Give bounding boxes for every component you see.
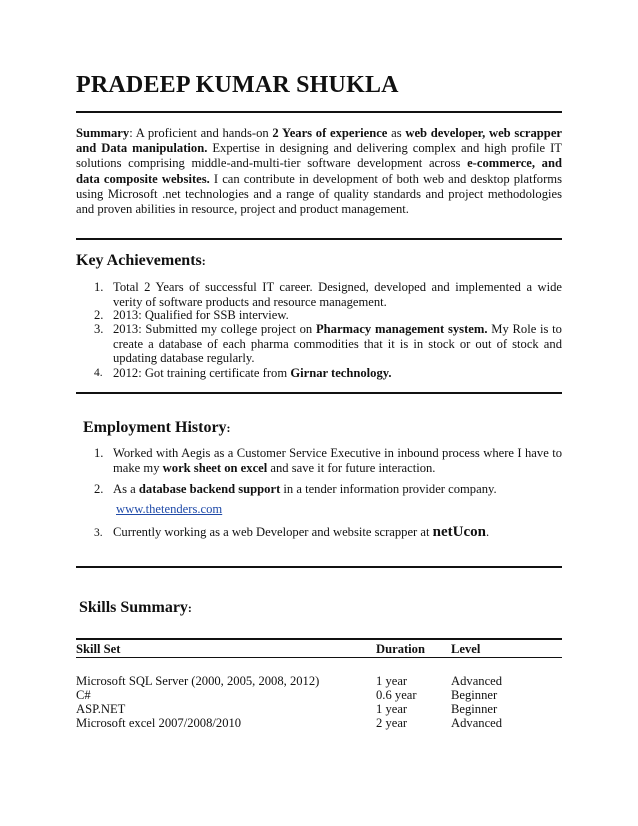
list-text-part: Worked with Aegis as a Customer Service Executive in inbound process where I have to make my xyxy=(113,446,562,475)
table-cell: 2 year xyxy=(376,716,408,730)
summary-bold: 2 Years of experience xyxy=(272,126,388,140)
summary-text: Expertise in designing and delivering complex and high profile IT solutions comprising middle-and-multi-tier software development across xyxy=(76,141,562,171)
list-text-part: Currently working as a web Developer and website scrapper at xyxy=(113,525,433,539)
list-text xyxy=(113,366,562,381)
list-item xyxy=(94,525,562,540)
list-number: 2. xyxy=(94,482,104,496)
table-cell: Microsoft SQL Server (2000, 2005, 2008, 2012) xyxy=(76,674,320,688)
list-item xyxy=(94,308,562,323)
list-text: 2013: Qualified for SSB interview. xyxy=(113,308,289,322)
list-text xyxy=(113,322,562,366)
table-cell: 1 year xyxy=(376,674,408,688)
employment-heading-text: Employment History xyxy=(83,419,227,436)
table-header-rule xyxy=(76,657,562,658)
summary-text: as xyxy=(387,126,406,140)
table-cell: Beginner xyxy=(451,688,498,702)
list-item xyxy=(94,366,562,381)
divider xyxy=(76,238,562,240)
list-item xyxy=(94,322,562,366)
list-text xyxy=(113,525,562,540)
list-text-bold: database backend support xyxy=(138,482,281,496)
summary-label: Summary xyxy=(76,126,130,140)
table-cell: 1 year xyxy=(376,702,408,716)
summary-bold: e-commerce, and data composite websites. xyxy=(76,156,562,186)
list-text xyxy=(113,446,562,475)
list-item xyxy=(94,446,562,475)
table-cell: Advanced xyxy=(451,674,503,688)
heading-colon: : xyxy=(201,254,206,268)
summary-bold: web developer, web scrapper and Data manipulation. xyxy=(76,126,562,156)
skills-heading xyxy=(79,599,192,617)
summary-text: I can contribute in development of both web and desktop platforms using Microsoft .net technologies and a range of quality standards and project methodologies and proven abilities in resource, project and product management. xyxy=(76,171,562,217)
list-number: 2. xyxy=(94,308,104,322)
summary-paragraph xyxy=(76,126,562,217)
list-item xyxy=(94,280,562,309)
table-cell: C# xyxy=(76,688,91,702)
list-number: 1. xyxy=(94,446,104,460)
summary-text: : A proficient and hands-on xyxy=(129,126,273,140)
heading-colon: : xyxy=(187,601,192,615)
list-text-part: 2012: Got training certificate from xyxy=(113,366,291,380)
divider xyxy=(76,111,562,113)
list-text-bold: Pharmacy management system. xyxy=(315,322,488,336)
column-header-level: Level xyxy=(451,642,481,656)
table-cell: 0.6 year xyxy=(376,688,417,702)
list-text-part: 2013: Submitted my college project on xyxy=(113,322,316,336)
divider xyxy=(76,566,562,568)
list-text-bold: work sheet on excel xyxy=(162,460,268,475)
list-number: 3. xyxy=(94,527,103,539)
achievements-heading xyxy=(76,252,206,270)
list-number: 4. xyxy=(94,367,103,379)
skills-heading-text: Skills Summary xyxy=(79,599,188,616)
list-text: Total 2 Years of successful IT career. Designed, developed and implemented a wide verity of software products and resource management. xyxy=(113,280,562,309)
list-item xyxy=(94,482,562,497)
table-cell: Microsoft excel 2007/2008/2010 xyxy=(76,716,242,730)
table-cell: Beginner xyxy=(451,702,498,716)
employment-heading xyxy=(83,419,231,437)
divider xyxy=(76,392,562,394)
list-number: 3. xyxy=(94,322,104,336)
list-text-part: . xyxy=(485,525,490,539)
heading-colon: : xyxy=(226,421,231,435)
table-top-rule xyxy=(76,638,562,640)
column-header-skill: Skill Set xyxy=(76,642,121,656)
list-text-part: and save it for future interaction. xyxy=(267,460,436,475)
list-text-part: in a tender information provider company. xyxy=(280,482,497,496)
table-cell: Advanced xyxy=(451,716,503,730)
list-number: 1. xyxy=(94,280,104,294)
table-cell: ASP.NET xyxy=(76,702,126,716)
list-text-part: As a xyxy=(113,482,139,496)
list-text-part: My Role is to create a database of each pharma commodities that it is in stock or out of stock and updating database regularly. xyxy=(113,322,562,366)
thetenders-link[interactable]: www.thetenders.com xyxy=(116,502,223,516)
column-header-duration: Duration xyxy=(376,642,425,656)
list-text-bold: Girnar technology. xyxy=(290,366,392,380)
list-text-bold: netUcon xyxy=(432,524,486,540)
resume-name: PRADEEP KUMAR SHUKLA xyxy=(76,72,399,98)
list-text xyxy=(113,482,562,497)
achievements-heading-text: Key Achievements xyxy=(76,252,202,269)
